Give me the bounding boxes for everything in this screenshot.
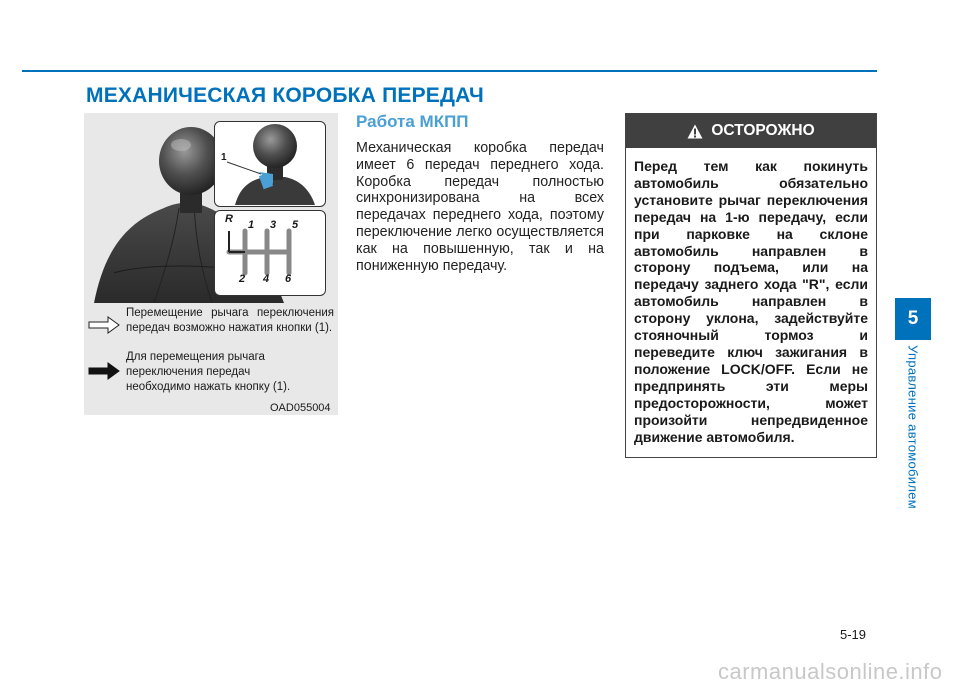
gear-4: 4 [263,273,270,285]
warning-header [626,114,876,148]
chapter-tab: 5 [895,298,931,340]
body-text: Механическая коробка передач имеет 6 передач переднего хода. Коробка передач полностью синхронизирована на всех передачах переднего хода, поэтому переключение легко осуществляется как на повышенную, так и на пониженную передачу. [356,140,604,274]
gear-r: R [225,213,233,225]
legend-filled-text: Для перемещения рычага переключения передач необходимо нажать кнопку (1). [126,351,291,393]
figure-panel [84,113,338,415]
gear-1: 1 [248,219,255,231]
filled-arrow-icon [88,362,120,380]
gear-3: 3 [270,219,277,231]
watermark: carmanualsonline.info [718,659,943,684]
subheading: Работа МКПП [356,112,469,131]
button-inset [214,121,326,207]
page-number: 5-19 [840,627,867,642]
gear-2: 2 [239,273,246,285]
gear-6: 6 [285,273,292,285]
outline-arrow-icon [88,316,120,334]
section-title: МЕХАНИЧЕСКАЯ КОРОБКА ПЕРЕДАЧ [86,84,484,107]
warning-triangle-icon [687,124,703,139]
warning-box [625,113,877,458]
callout-number: 1 [221,152,227,163]
warning-title: ОСТОРОЖНО [711,122,815,139]
warning-text: Перед тем как покинуть автомобиль обязательно установите рычаг переключения передач на 1-ю передачу, если при парковке на склоне автомобиль направлен в сторону подъема, или на передачу заднего хода "R", если автомобиль направлен в сторону уклона, задействуйте стояночный тормоз и переведите ключ зажигания в положение LOCK/OFF. Если не предпринять эти меры предосторожности, может произойти непредвиденное движение автомобиля. [634,158,868,445]
chapter-label: Управление автомобилем [905,345,921,509]
figure-code: OAD055004 [270,402,331,414]
top-rule [22,70,877,72]
gear-5: 5 [292,219,299,231]
lever-button-illustration [215,122,324,205]
shift-pattern-inset [214,210,326,296]
legend-outline-text: Перемещение рычага переключения передач возможно нажатия кнопки (1). [126,307,334,334]
